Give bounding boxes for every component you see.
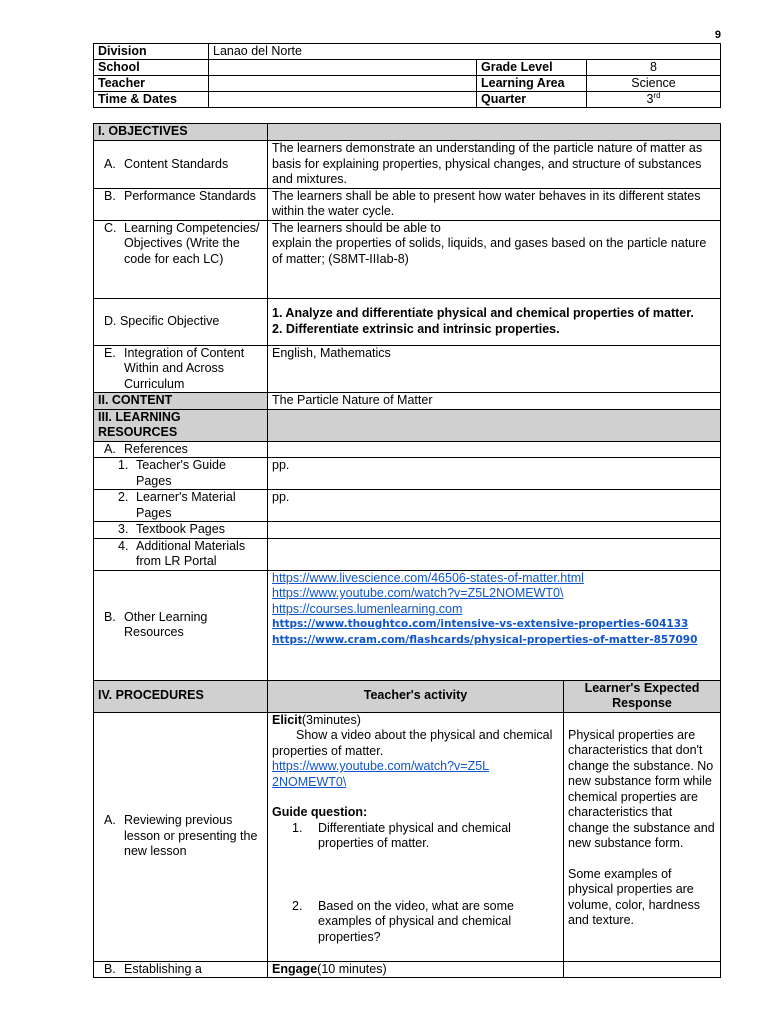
learning-competencies-intro: The learners should be able to [272,220,441,235]
division-label: Division [94,44,209,60]
references-label: A. References [94,441,268,458]
content-title: II. CONTENT [94,393,268,410]
resource-link[interactable]: https://www.youtube.com/watch?v=Z5L2NOMEWT0\ [272,586,564,600]
learners-material-value: pp. [268,490,721,522]
quarter-suffix: rd [653,91,661,100]
learning-competencies-label: C. Learning Competencies/ Objectives (Write the code for each LC) [94,220,268,298]
lesson-plan-table [93,123,721,978]
learning-resources-fill [268,409,721,441]
objectives-title-fill [268,124,721,141]
procedures-title: IV. PROCEDURES [94,680,268,712]
other-resources-label: B. Other Learning Resources [94,570,268,680]
references-value [268,441,721,458]
learning-competencies-text [268,220,721,298]
teachers-activity-header: Teacher's activity [268,680,564,712]
engage-time: (10 minutes) [317,961,387,976]
reviewing-lesson-label: A. Reviewing previous lesson or presenting the new lesson [94,712,268,961]
school-value [209,60,477,76]
integration-label: E. Integration of Content Within and Across Curriculum [94,345,268,393]
header-table [93,43,721,108]
quarter-number: 3 [646,92,654,106]
page-number: 9 [714,29,721,41]
guide-question-item: 2. Based on the video, what are some examples of physical and chemical properties? [292,898,514,944]
textbook-pages-label: 3. Textbook Pages [94,522,268,539]
guide-question-item: 1. Differentiate physical and chemical properties of matter. [292,820,511,850]
guide-question-title: Guide question: [272,805,368,819]
learning-competencies-detail: explain the properties of solids, liquids, and gases based on the particle nature of matter; (S8MT-IIIab-8) [272,236,707,266]
teachers-guide-label: 1. Teacher's Guide Pages [94,458,268,490]
specific-objective-1: 1. Analyze and differentiate physical and chemical properties of matter. [272,306,694,320]
time-dates-label: Time & Dates [94,92,209,108]
performance-standards-label: B. Performance Standards [94,188,268,220]
grade-level-value: 8 [587,60,721,76]
grade-level-label: Grade Level [477,60,587,76]
objectives-title: I. OBJECTIVES [94,124,268,141]
teacher-label: Teacher [94,76,209,92]
learners-response-2: Some examples of physical properties are volume, color, hardness and texture. [568,866,701,927]
learners-response-header: Learner's Expected Response [564,680,721,712]
resource-link[interactable]: https://www.livescience.com/46506-states-of-matter.html [272,570,584,585]
textbook-pages-value [268,522,721,539]
teachers-activity-elicit [268,712,564,961]
specific-objective-label: D. Specific Objective [94,298,268,345]
additional-materials-label: 4. Additional Materials from LR Portal [94,538,268,570]
other-resources-links [268,570,721,680]
content-standards-marker: A. [104,156,116,171]
engage-response-cell [564,961,721,978]
quarter-value [587,92,721,108]
specific-objective-2: 2. Differentiate extrinsic and intrinsic properties. [272,321,560,336]
elicit-heading: Elicit [272,712,302,727]
time-dates-value [209,92,477,108]
additional-materials-value [268,538,721,570]
resource-link[interactable]: https://www.cram.com/flashcards/physical-properties-of-matter-857090 [272,633,698,646]
content-standards-label: A. Content Standards [94,141,268,189]
performance-standards-text: The learners shall be able to present how water behaves in its different states within the water cycle. [268,188,721,220]
resource-link[interactable]: https://courses.lumenlearning.com [272,601,463,616]
elicit-text: Show a video about the physical and chemical properties of matter. [272,728,553,758]
learners-material-label: 2. Learner's Material Pages [94,490,268,522]
content-text: The Particle Nature of Matter [268,393,721,410]
teacher-value [209,76,477,92]
engage-cell [268,961,564,978]
learning-area-value: Science [587,76,721,92]
elicit-time: (3minutes) [301,712,361,727]
content-standards-text: The learners demonstrate an understanding of the particle nature of matter as basis for explaining properties, physical changes, and structure of substances and mixtures. [268,141,721,189]
learning-area-label: Learning Area [477,76,587,92]
resource-link[interactable]: https://www.thoughtco.com/intensive-vs-extensive-properties-604133 [272,618,689,630]
teachers-guide-value: pp. [268,458,721,490]
learners-response-1: Physical properties are characteristics that don't change the substance. No new substance form while chemical properties are characteristics that change the substance and new substance form. [568,727,715,850]
school-label: School [94,60,209,76]
establishing-label: B. Establishing a [94,961,268,978]
engage-heading: Engage [272,961,318,976]
learning-resources-title: III. LEARNING RESOURCES [94,409,268,441]
quarter-label: Quarter [477,92,587,108]
division-value: Lanao del Norte [209,44,721,60]
elicit-video-link[interactable]: https://www.youtube.com/watch?v=Z5L2NOMEWT0\ [272,759,490,789]
integration-text: English, Mathematics [268,345,721,393]
learners-response-cell [564,712,721,961]
specific-objective-text [268,298,721,345]
